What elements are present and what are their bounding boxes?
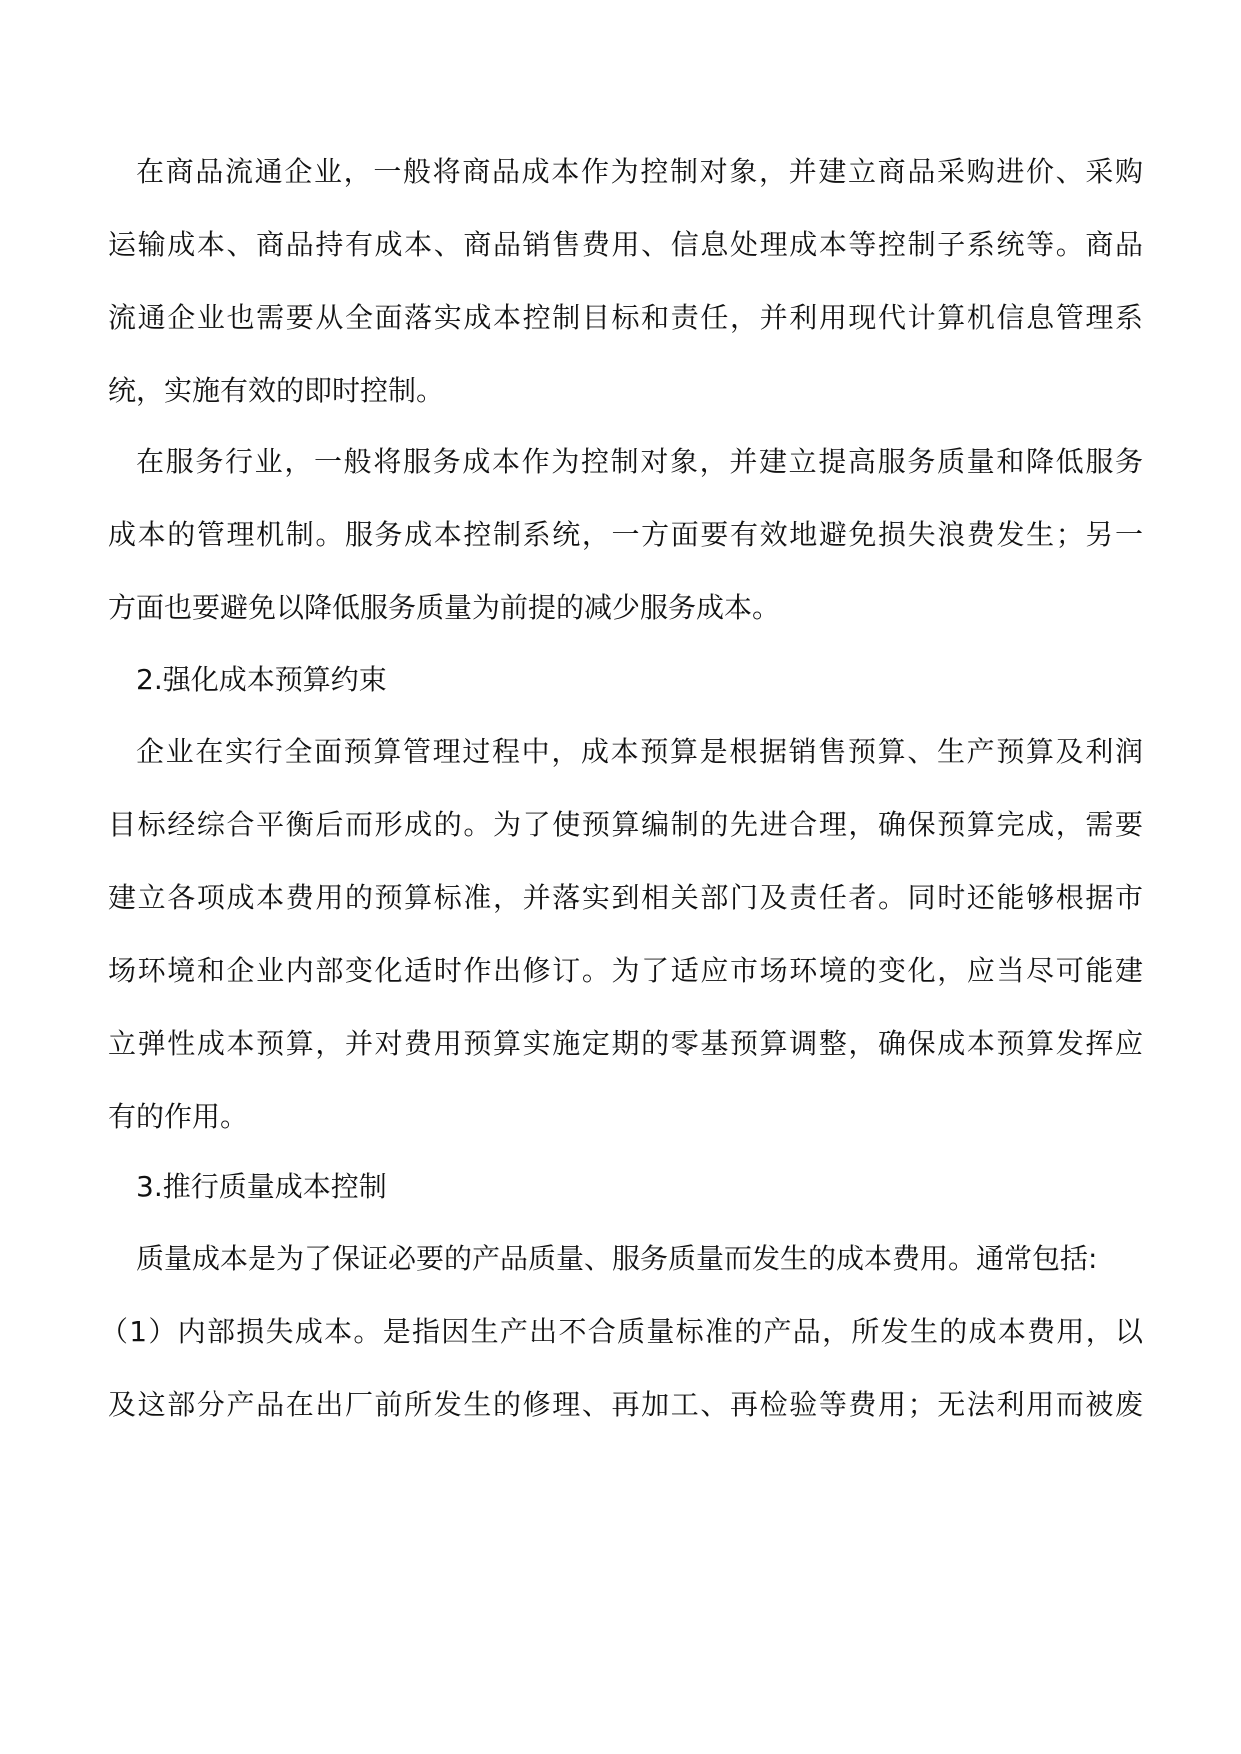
paragraph-line: 在商品流通企业，一般将商品成本作为控制对象，并建立商品采购进价、采购 [136, 155, 1143, 188]
paragraph-line: 企业在实行全面预算管理过程中，成本预算是根据销售预算、生产预算及利润 [136, 735, 1143, 768]
paragraph-line: 统，实施有效的即时控制。 [108, 374, 445, 407]
paragraph-line: 质量成本是为了保证必要的产品质量、服务质量而发生的成本费用。通常包括: [136, 1242, 1098, 1275]
paragraph-line: 成本的管理机制。服务成本控制系统，一方面要有效地避免损失浪费发生；另一 [108, 518, 1143, 551]
paragraph-line: 立弹性成本预算，并对费用预算实施定期的零基预算调整，确保成本预算发挥应 [108, 1027, 1143, 1060]
paragraph-line: 在服务行业，一般将服务成本作为控制对象，并建立提高服务质量和降低服务 [136, 445, 1143, 478]
paragraph-line: 场环境和企业内部变化适时作出修订。为了适应市场环境的变化，应当尽可能建 [108, 954, 1143, 987]
paragraph-line: （1）内部损失成本。是指因生产出不合质量标准的产品，所发生的成本费用，以 [100, 1315, 1143, 1348]
paragraph-line: 目标经综合平衡后而形成的。为了使预算编制的先进合理，确保预算完成，需要 [108, 808, 1143, 841]
paragraph-line: 运输成本、商品持有成本、商品销售费用、信息处理成本等控制子系统等。商品 [108, 228, 1143, 261]
paragraph-line: 有的作用。 [108, 1100, 249, 1133]
paragraph-line: 及这部分产品在出厂前所发生的修理、再加工、再检验等费用；无法利用而被废 [108, 1388, 1143, 1421]
paragraph-line: 建立各项成本费用的预算标准，并落实到相关部门及责任者。同时还能够根据市 [108, 881, 1143, 914]
paragraph-line: 方面也要避免以降低服务质量为前提的减少服务成本。 [108, 591, 781, 624]
paragraph-line: 流通企业也需要从全面落实成本控制目标和责任，并利用现代计算机信息管理系 [108, 301, 1143, 334]
section-heading: 3.推行质量成本控制 [136, 1170, 387, 1203]
section-heading: 2.强化成本预算约束 [136, 663, 387, 696]
